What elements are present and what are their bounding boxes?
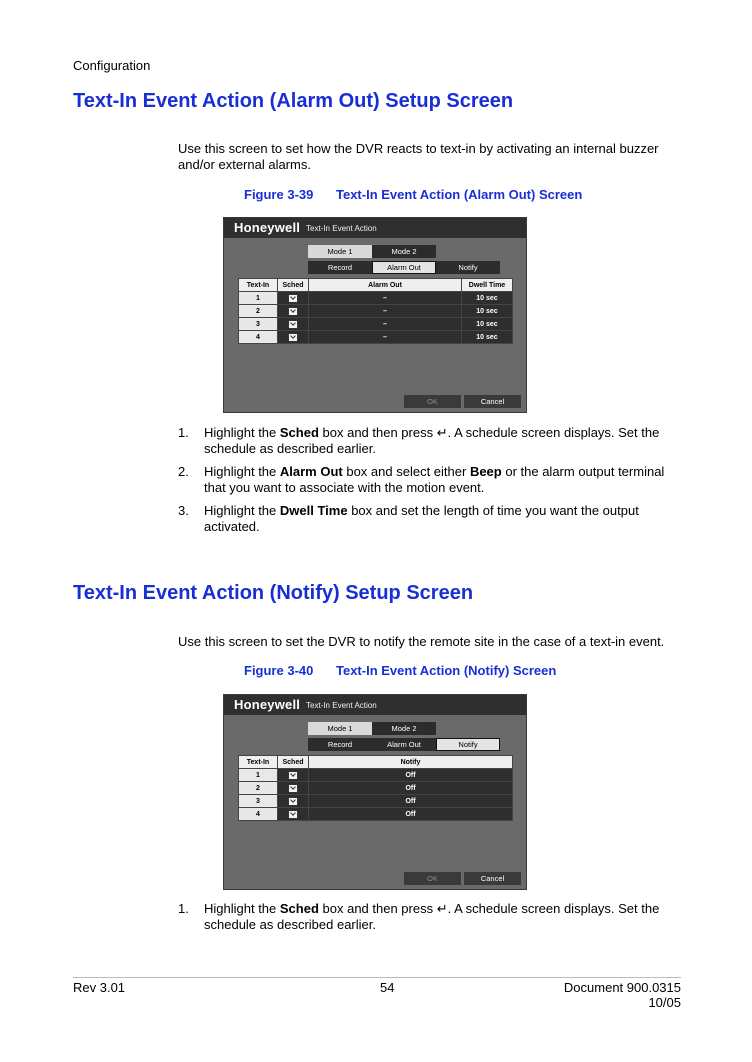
section-title-notify: Text-In Event Action (Notify) Setup Screen xyxy=(73,582,474,604)
steps-list-alarm-out xyxy=(178,425,678,542)
screen-title: Text-In Event Action xyxy=(306,224,377,233)
step-number: 1. xyxy=(178,425,189,440)
figure-title: Text-In Event Action (Notify) Screen xyxy=(336,663,557,678)
dwell-time-cell[interactable]: 10 sec xyxy=(462,292,513,305)
col-sched: Sched xyxy=(278,279,309,292)
sched-cell[interactable] xyxy=(278,305,309,318)
table-row xyxy=(239,305,513,318)
row-id: 3 xyxy=(239,318,278,331)
alarm-out-table xyxy=(238,278,513,344)
list-item xyxy=(178,503,678,535)
col-text-in: Text-In xyxy=(239,279,278,292)
tab-notify[interactable]: Notify xyxy=(436,738,500,751)
footer-revision: Rev 3.01 xyxy=(73,980,126,995)
row-id: 2 xyxy=(239,305,278,318)
table-header xyxy=(239,279,513,292)
figure-number: Figure 3-40 xyxy=(244,663,314,678)
document-date: 10/05 xyxy=(648,995,681,1010)
figure-caption xyxy=(244,663,556,678)
dvr-title-bar xyxy=(224,218,526,238)
col-dwell-time: Dwell Time xyxy=(462,279,513,292)
schedule-icon[interactable] xyxy=(288,810,298,819)
row-id: 1 xyxy=(239,292,278,305)
step-keyword: Dwell Time xyxy=(279,503,348,518)
tab-record[interactable]: Record xyxy=(327,263,353,272)
table-row xyxy=(239,769,513,782)
col-notify: Notify xyxy=(309,756,513,769)
row-id: 2 xyxy=(239,782,278,795)
tab-mode-2[interactable]: Mode 2 xyxy=(372,245,436,258)
schedule-icon[interactable] xyxy=(288,771,298,780)
table-row xyxy=(239,795,513,808)
notify-cell[interactable]: Off xyxy=(309,782,513,795)
schedule-icon[interactable] xyxy=(288,333,298,342)
document-number: Document 900.0315 xyxy=(563,980,681,995)
figure-title: Text-In Event Action (Alarm Out) Screen xyxy=(336,187,583,202)
step-keyword: Sched xyxy=(279,901,319,916)
screen-title: Text-In Event Action xyxy=(306,701,377,710)
step-text: box and select either xyxy=(342,464,470,479)
list-item xyxy=(178,901,678,933)
mode-tabs xyxy=(308,245,436,258)
step-keyword: Beep xyxy=(469,464,502,479)
steps-list-notify xyxy=(178,901,678,940)
step-text: box and then press ↵. A schedule screen displays. Set the schedule as described earlier. xyxy=(204,901,660,932)
step-number: 1. xyxy=(178,901,189,916)
event-tabs xyxy=(308,261,500,274)
step-text: Highlight the xyxy=(204,901,280,916)
sched-cell[interactable] xyxy=(278,292,309,305)
alarm-out-cell[interactable]: – xyxy=(309,305,462,318)
sched-cell[interactable] xyxy=(278,769,309,782)
schedule-icon[interactable] xyxy=(288,797,298,806)
dvr-title-bar xyxy=(224,695,526,715)
page-number: 54 xyxy=(380,980,395,995)
sched-cell[interactable] xyxy=(278,782,309,795)
table-row xyxy=(239,292,513,305)
col-sched: Sched xyxy=(278,756,309,769)
notify-cell[interactable]: Off xyxy=(309,769,513,782)
cancel-button[interactable]: Cancel xyxy=(464,872,521,885)
table-row xyxy=(239,782,513,795)
step-text: or the alarm output terminal that you want to associate with the motion event. xyxy=(204,464,665,495)
honeywell-logo: Honeywell xyxy=(234,697,301,712)
col-text-in: Text-In xyxy=(239,756,278,769)
ok-button[interactable]: OK xyxy=(404,872,461,885)
schedule-icon[interactable] xyxy=(288,294,298,303)
sched-cell[interactable] xyxy=(278,331,309,344)
step-text: Highlight the xyxy=(204,464,280,479)
step-text: box and set the length of time you want the output activated. xyxy=(204,503,639,534)
alarm-out-cell[interactable]: – xyxy=(309,292,462,305)
tab-record[interactable]: Record xyxy=(327,740,353,749)
dwell-time-cell[interactable]: 10 sec xyxy=(462,305,513,318)
table-row xyxy=(239,318,513,331)
ok-button[interactable]: OK xyxy=(404,395,461,408)
step-number: 2. xyxy=(178,464,189,479)
dvr-screen-alarm-out xyxy=(223,217,527,413)
figure-number: Figure 3-39 xyxy=(244,187,314,202)
tab-notify[interactable]: Notify xyxy=(458,263,478,272)
row-id: 4 xyxy=(239,331,278,344)
honeywell-logo: Honeywell xyxy=(234,220,301,235)
tab-mode-1[interactable]: Mode 1 xyxy=(308,245,372,258)
step-keyword: Sched xyxy=(279,425,319,440)
list-item xyxy=(178,464,678,496)
table-header xyxy=(239,756,513,769)
step-text: Highlight the xyxy=(204,425,280,440)
step-text: Highlight the xyxy=(204,503,280,518)
tab-mode-2[interactable]: Mode 2 xyxy=(372,722,436,735)
tab-alarm-out[interactable]: Alarm Out xyxy=(372,261,436,274)
section-header: Configuration xyxy=(73,58,151,73)
event-tabs xyxy=(308,738,500,751)
mode-tabs xyxy=(308,722,436,735)
sched-cell[interactable] xyxy=(278,795,309,808)
tab-mode-1[interactable]: Mode 1 xyxy=(308,722,372,735)
alarm-out-cell[interactable]: – xyxy=(309,331,462,344)
dvr-screen-notify xyxy=(223,694,527,890)
step-number: 3. xyxy=(178,503,189,518)
section-title-alarm-out: Text-In Event Action (Alarm Out) Setup Screen xyxy=(73,90,514,112)
step-keyword: Alarm Out xyxy=(279,464,343,479)
cancel-button[interactable]: Cancel xyxy=(464,395,521,408)
alarm-out-cell[interactable]: – xyxy=(309,318,462,331)
schedule-icon[interactable] xyxy=(288,320,298,329)
table-row xyxy=(239,331,513,344)
figure-caption xyxy=(244,187,582,202)
step-text: box and then press ↵. A schedule screen displays. Set the schedule as described earlier. xyxy=(204,425,660,456)
row-id: 4 xyxy=(239,808,278,821)
list-item xyxy=(178,425,678,457)
row-id: 1 xyxy=(239,769,278,782)
schedule-icon[interactable] xyxy=(288,307,298,316)
intro-paragraph: Use this screen to set how the DVR reacts to text-in by activating an internal buzzer and/or external alarms. xyxy=(178,141,659,172)
dwell-time-cell[interactable]: 10 sec xyxy=(462,331,513,344)
row-id: 3 xyxy=(239,795,278,808)
dwell-time-cell[interactable]: 10 sec xyxy=(462,318,513,331)
table-row xyxy=(239,808,513,821)
notify-table xyxy=(238,755,513,821)
sched-cell[interactable] xyxy=(278,318,309,331)
col-alarm-out: Alarm Out xyxy=(309,279,462,292)
footer-divider xyxy=(73,977,681,978)
notify-cell[interactable]: Off xyxy=(309,808,513,821)
footer-document xyxy=(564,980,681,1010)
tab-alarm-out[interactable]: Alarm Out xyxy=(387,740,421,749)
sched-cell[interactable] xyxy=(278,808,309,821)
notify-cell[interactable]: Off xyxy=(309,795,513,808)
intro-paragraph: Use this screen to set the DVR to notify the remote site in the case of a text-in event. xyxy=(178,634,665,649)
schedule-icon[interactable] xyxy=(288,784,298,793)
